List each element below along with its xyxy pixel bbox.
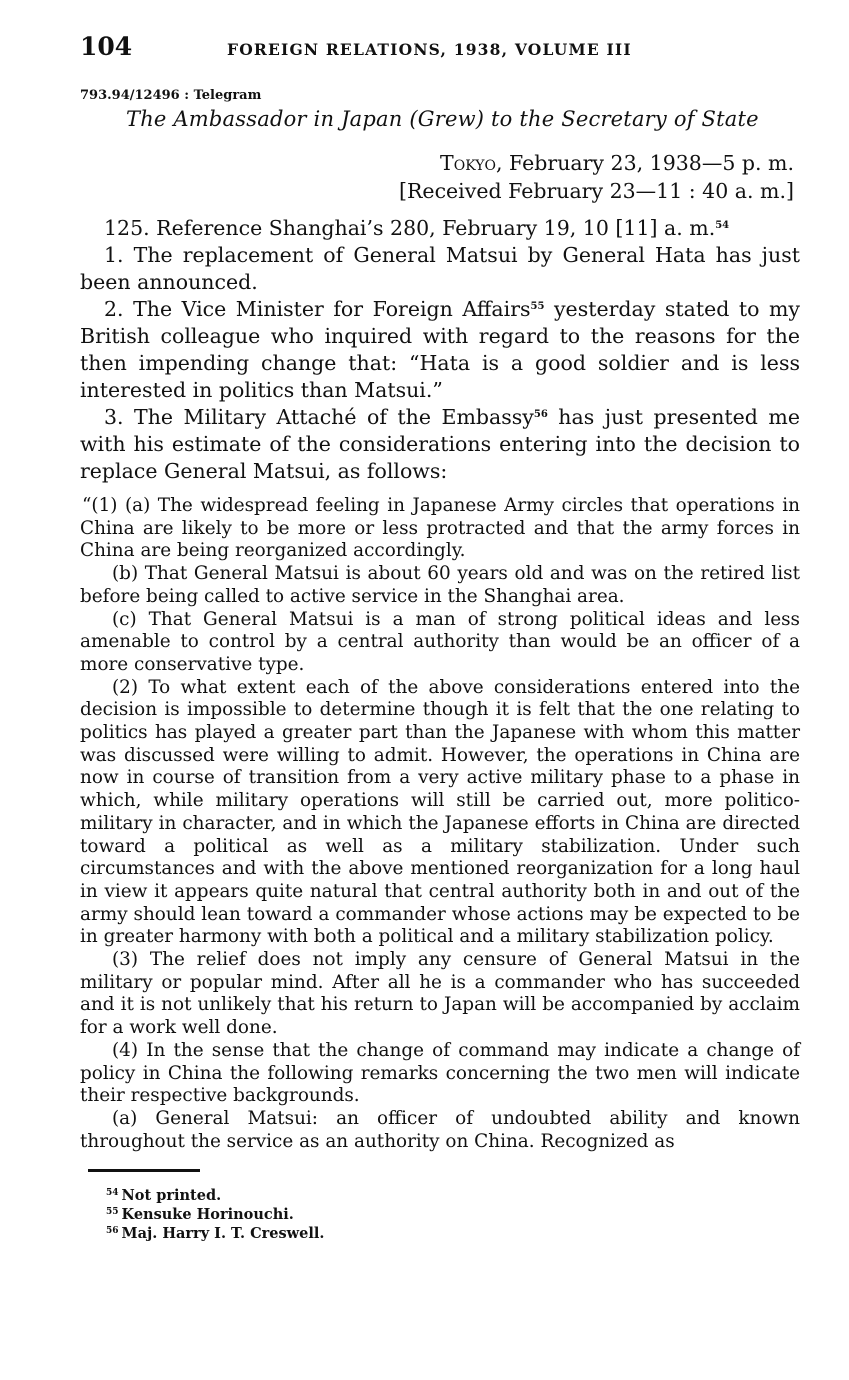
page-number: 104 (80, 32, 133, 61)
quote-paragraph: (b) That General Matsui is about 60 years old and was on the retired list before being called to active service in the Shanghai area. (80, 563, 800, 607)
footnote: $^{55}$ Kensuke Horinouchi. (106, 1206, 294, 1224)
footnote-ref-56: 56 (533, 409, 548, 420)
footnote-divider (88, 1169, 200, 1172)
footnote-ref-55: 55 (530, 301, 545, 312)
quoted-estimate (80, 495, 800, 1153)
paragraph-reference: 125. Reference Shanghai’s 280, February 19, 10 [11] a. m.$^{54}$ (104, 216, 730, 240)
date-sent-rest: , February 23, 1938—5 p. m. (496, 151, 794, 175)
date-sent (80, 149, 794, 177)
date-place: Tokyo (440, 151, 497, 175)
paragraph-1: 1. The replacement of General Matsui by General Hata has just been announced. (80, 243, 800, 294)
document-title: The Ambassador in Japan (Grew) to the Secretary of State (126, 107, 759, 131)
running-title: FOREIGN RELATIONS, 1938, VOLUME III (227, 40, 632, 59)
footnote-ref-54: 54 (715, 220, 730, 231)
footnote: $^{56}$ Maj. Harry I. T. Creswell. (106, 1225, 325, 1243)
dateline (80, 149, 794, 205)
quote-paragraph: “(1) (a) The widespread feeling in Japanese Army circles that operations in China are likely to be more or less protracted and that the army forces in China are being reorganized accordingly. (80, 495, 800, 562)
quote-paragraph: (4) In the sense that the change of command may indicate a change of policy in China the following remarks concerning the two men will indicate their respective backgrounds. (80, 1039, 800, 1107)
document-reference: 793.94/12496 : Telegram (80, 88, 262, 103)
footnote: $^{54}$ Not printed. (106, 1187, 222, 1205)
footnotes (106, 1186, 800, 1243)
date-received: [Received February 23—11 : 40 a. m.] (399, 179, 794, 203)
quote-paragraph: (c) That General Matsui is a man of strong political ideas and less amenable to control by a central authority than would be an officer of a more conservative type. (80, 608, 800, 675)
document-page (80, 32, 800, 1243)
quote-paragraph: (3) The relief does not imply any censure of General Matsui in the military or popular mind. After all he is a commander who has succeeded and it is not unlikely that his return to Japan will be accompanied by acclaim for a work well done. (80, 949, 800, 1039)
quote-paragraph: (a) General Matsui: an officer of undoubted ability and known throughout the service as an authority on China. Recognized as (80, 1107, 800, 1152)
running-head (80, 32, 800, 70)
quote-paragraph: (2) To what extent each of the above considerations entered into the decision is impossible to determine though it is felt that the one relating to politics has played a greater part than the Japanese with whom this matter was discussed were willing to admit. However, the operations in China are now in course of transition from a very active military phase to a phase in which, while military operations will still be carried out, more politico-military in character, and in which the Japanese efforts in China are directed toward a political as well as a military stabilization. Under such circumstances and with the above mentioned reorganization for a long haul in view it appears quite natural that central authority both in and out of the army should lean toward a commander whose actions may be expected to be in greater harmony with both a political and a military stabilization policy. (80, 676, 800, 948)
paragraph-2: 2. The Vice Minister for Foreign Affairs$^{55}$ yesterday stated to my British colleague who inquired with regard to the reasons for the then impending change that: “Hata is a good soldier and is less interested in politics than Matsui.” (80, 297, 800, 402)
paragraph-3: 3. The Military Attaché of the Embassy$^{56}$ has just presented me with his estimate of the considerations entering into the decision to replace General Matsui, as follows: (80, 405, 800, 483)
